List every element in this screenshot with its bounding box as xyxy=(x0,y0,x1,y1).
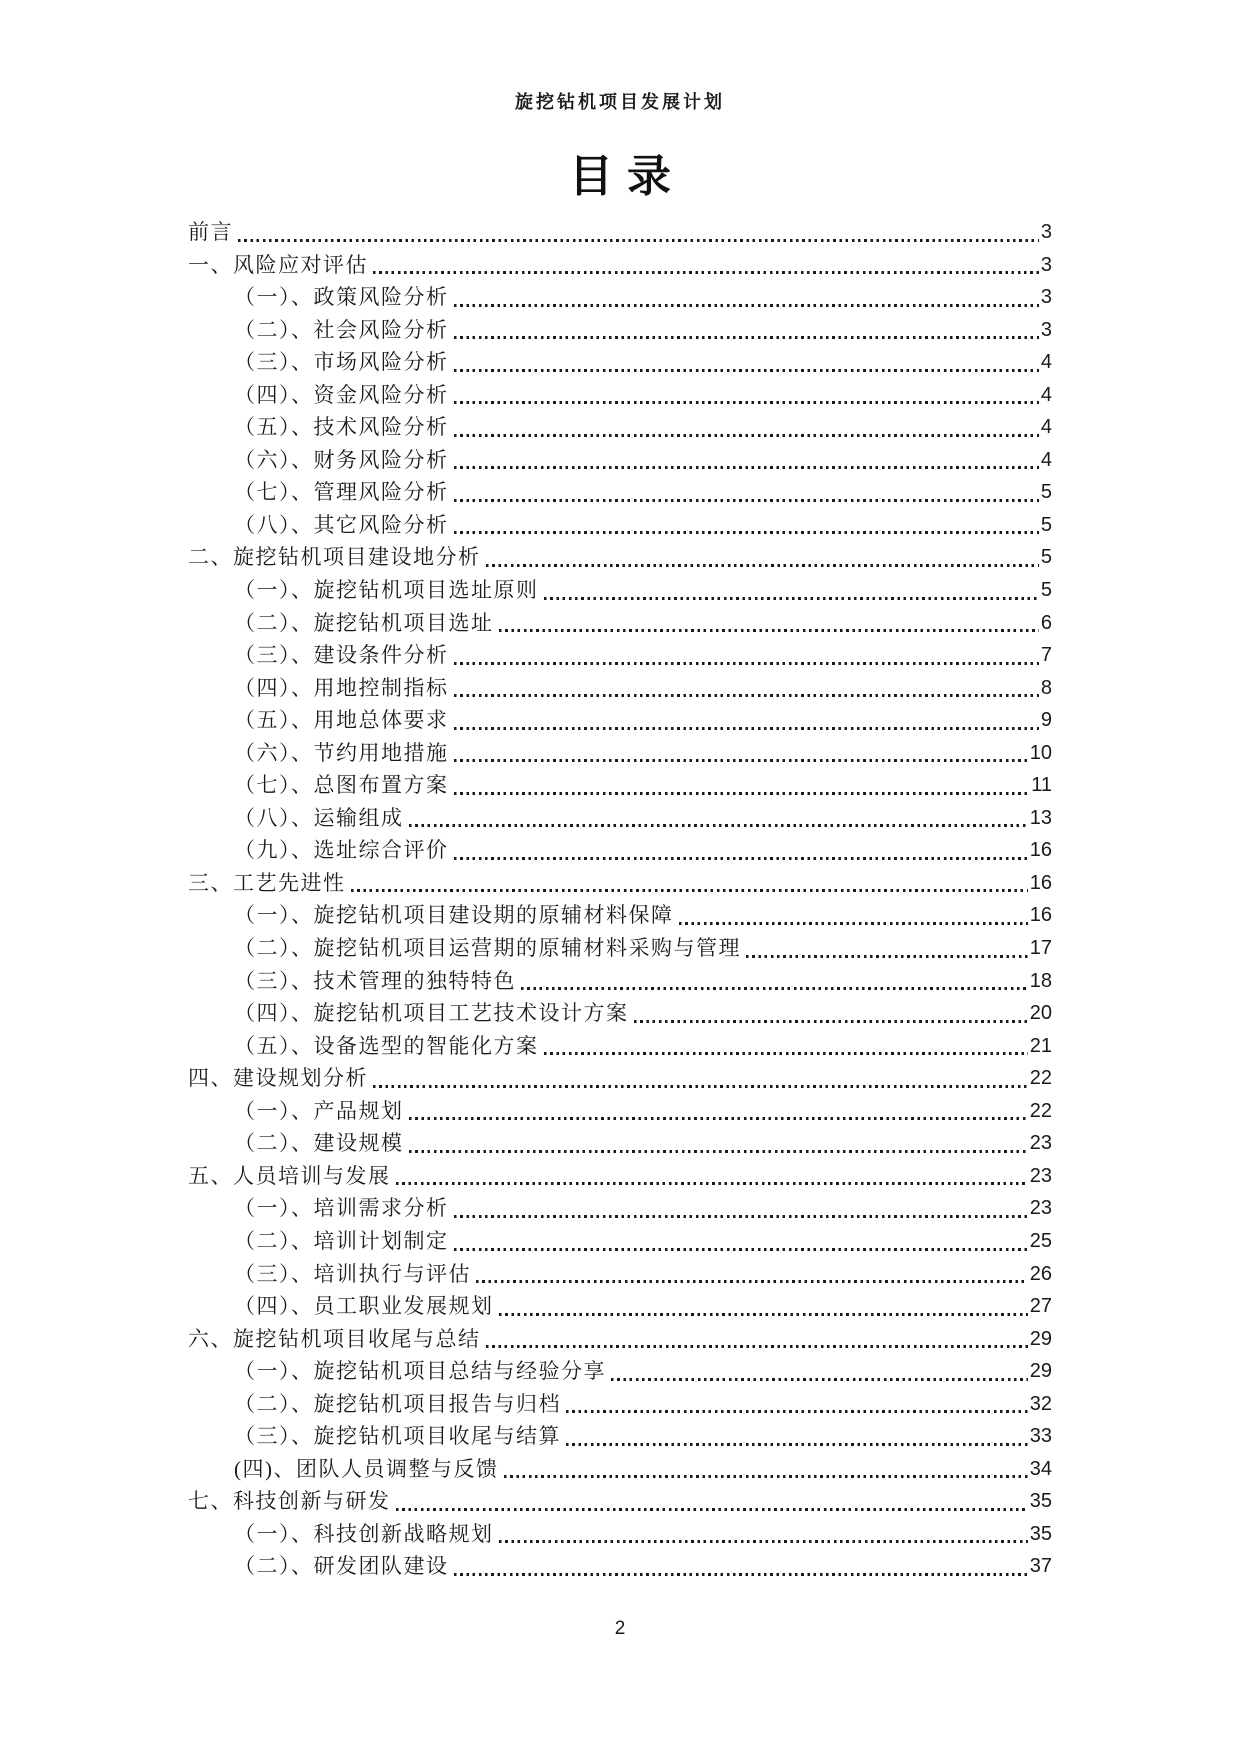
toc-dot-leader xyxy=(449,509,1041,542)
toc-entry-label: (四)、团队人员调整与反馈 xyxy=(234,1456,499,1481)
toc-entry-label: 三、工艺先进性 xyxy=(188,870,346,895)
toc-row[interactable] xyxy=(188,1550,1052,1583)
toc-row[interactable] xyxy=(188,411,1052,444)
toc-entry-page-number: 4 xyxy=(1040,383,1052,406)
toc-dot-leader xyxy=(499,1453,1030,1486)
toc-row[interactable] xyxy=(188,379,1052,412)
toc-entry-label: （四）、资金风险分析 xyxy=(234,382,449,407)
toc-entry-page-number: 23 xyxy=(1029,1197,1052,1220)
toc-entry-label: （八）、运输组成 xyxy=(234,805,404,830)
toc-entry-page-number: 22 xyxy=(1029,1099,1052,1122)
toc-entry-page-number: 27 xyxy=(1029,1295,1052,1318)
toc-entry-label: （三）、市场风险分析 xyxy=(234,350,449,375)
toc-entry-page-number: 21 xyxy=(1029,1034,1052,1057)
toc-dot-leader xyxy=(391,1160,1030,1193)
toc-row[interactable] xyxy=(188,1095,1052,1128)
toc-entry-page-number: 25 xyxy=(1029,1229,1052,1252)
toc-dot-leader xyxy=(494,1290,1030,1323)
toc-row[interactable] xyxy=(188,1420,1052,1453)
toc-entry-label: 六、旋挖钻机项目收尾与总结 xyxy=(188,1326,481,1351)
toc-entry-label: （四）、员工职业发展规划 xyxy=(234,1294,494,1319)
toc-dot-leader xyxy=(449,639,1041,672)
toc-row[interactable] xyxy=(188,1355,1052,1388)
toc-entry-page-number: 5 xyxy=(1040,579,1052,602)
toc-title: 目录 xyxy=(569,152,685,201)
toc-entry-page-number: 23 xyxy=(1029,1132,1052,1155)
toc-entry-page-number: 3 xyxy=(1040,286,1052,309)
toc-row[interactable] xyxy=(188,1290,1052,1323)
toc-entry-page-number: 5 xyxy=(1040,481,1052,504)
toc-entry-page-number: 4 xyxy=(1040,416,1052,439)
toc-row[interactable] xyxy=(188,834,1052,867)
toc-list xyxy=(188,216,1052,1583)
toc-entry-label: 七、科技创新与研发 xyxy=(188,1489,391,1514)
toc-entry-page-number: 4 xyxy=(1040,351,1052,374)
toc-dot-leader xyxy=(606,1355,1030,1388)
toc-entry-label: （一）、政策风险分析 xyxy=(234,285,449,310)
toc-dot-leader xyxy=(741,932,1030,965)
toc-entry-page-number: 3 xyxy=(1040,318,1052,341)
toc-entry-label: （二）、旋挖钻机项目选址 xyxy=(234,610,494,635)
toc-dot-leader xyxy=(449,1192,1030,1225)
toc-entry-label: （二）、培训计划制定 xyxy=(234,1228,449,1253)
toc-dot-leader xyxy=(449,444,1041,477)
toc-entry-page-number: 6 xyxy=(1040,611,1052,634)
toc-dot-leader xyxy=(346,867,1030,900)
toc-dot-leader xyxy=(561,1420,1030,1453)
toc-entry-label: 前言 xyxy=(188,220,233,244)
toc-entry-page-number: 16 xyxy=(1029,839,1052,862)
toc-entry-label: （一）、旋挖钻机项目总结与经验分享 xyxy=(234,1359,606,1384)
toc-row[interactable] xyxy=(188,1323,1052,1356)
toc-entry-label: 一、风险应对评估 xyxy=(188,252,368,277)
toc-entry-page-number: 5 xyxy=(1040,513,1052,536)
toc-row[interactable] xyxy=(188,1192,1052,1225)
toc-dot-leader xyxy=(404,1095,1030,1128)
toc-row[interactable] xyxy=(188,899,1052,932)
toc-entry-page-number: 18 xyxy=(1029,969,1052,992)
toc-row[interactable] xyxy=(188,509,1052,542)
toc-dot-leader xyxy=(516,965,1030,998)
toc-entry-label: （二）、旋挖钻机项目运营期的原辅材料采购与管理 xyxy=(234,936,741,961)
toc-entry-page-number: 16 xyxy=(1029,904,1052,927)
toc-dot-leader xyxy=(449,314,1041,347)
toc-row[interactable] xyxy=(188,1485,1052,1518)
toc-entry-page-number: 11 xyxy=(1031,774,1052,797)
toc-entry-label: （六）、节约用地措施 xyxy=(234,740,449,765)
toc-entry-page-number: 5 xyxy=(1040,546,1052,569)
toc-dot-leader xyxy=(539,1030,1030,1063)
toc-entry-page-number: 23 xyxy=(1029,1164,1052,1187)
toc-dot-leader xyxy=(449,737,1030,770)
toc-entry-label: （五）、设备选型的智能化方案 xyxy=(234,1033,539,1058)
toc-dot-leader xyxy=(449,411,1041,444)
toc-dot-leader xyxy=(561,1388,1030,1421)
toc-entry-label: （七）、总图布置方案 xyxy=(234,773,449,798)
toc-row[interactable] xyxy=(188,672,1052,705)
toc-entry-page-number: 26 xyxy=(1029,1262,1052,1285)
toc-dot-leader xyxy=(494,607,1041,640)
toc-entry-label: （三）、建设条件分析 xyxy=(234,643,449,668)
toc-entry-label: （一）、旋挖钻机项目建设期的原辅材料保障 xyxy=(234,903,674,928)
toc-dot-leader xyxy=(449,1550,1030,1583)
toc-row[interactable] xyxy=(188,802,1052,835)
toc-entry-label: 四、建设规划分析 xyxy=(188,1066,368,1091)
toc-entry-label: （一）、旋挖钻机项目选址原则 xyxy=(234,578,539,603)
document-header-title: 旋挖钻机项目发展计划 xyxy=(515,92,725,112)
toc-row[interactable] xyxy=(188,346,1052,379)
toc-dot-leader xyxy=(449,769,1032,802)
toc-dot-leader xyxy=(368,249,1041,282)
toc-entry-page-number: 9 xyxy=(1040,709,1052,732)
toc-entry-label: 五、人员培训与发展 xyxy=(188,1163,391,1188)
toc-dot-leader xyxy=(449,379,1041,412)
toc-entry-page-number: 20 xyxy=(1029,1002,1052,1025)
toc-row[interactable] xyxy=(188,541,1052,574)
toc-row[interactable] xyxy=(188,965,1052,998)
toc-dot-leader xyxy=(449,704,1041,737)
toc-row[interactable] xyxy=(188,867,1052,900)
toc-entry-label: （八）、其它风险分析 xyxy=(234,512,449,537)
toc-row[interactable] xyxy=(188,997,1052,1030)
toc-entry-page-number: 13 xyxy=(1029,806,1052,829)
toc-dot-leader xyxy=(368,1062,1030,1095)
toc-row[interactable] xyxy=(188,737,1052,770)
toc-row[interactable] xyxy=(188,932,1052,965)
toc-dot-leader xyxy=(494,1518,1030,1551)
toc-dot-leader xyxy=(404,802,1030,835)
toc-dot-leader xyxy=(449,672,1041,705)
toc-dot-leader xyxy=(481,1323,1030,1356)
toc-entry-label: （三）、培训执行与评估 xyxy=(234,1261,471,1286)
toc-entry-label: （九）、选址综合评价 xyxy=(234,838,449,863)
toc-entry-page-number: 17 xyxy=(1029,937,1052,960)
toc-entry-label: （一）、产品规划 xyxy=(234,1098,404,1123)
toc-entry-page-number: 29 xyxy=(1029,1327,1052,1350)
toc-entry-page-number: 4 xyxy=(1040,448,1052,471)
toc-dot-leader xyxy=(674,899,1030,932)
toc-entry-page-number: 35 xyxy=(1029,1522,1052,1545)
toc-entry-label: （六）、财务风险分析 xyxy=(234,447,449,472)
toc-dot-leader xyxy=(449,346,1041,379)
toc-dot-leader xyxy=(471,1258,1030,1291)
toc-row[interactable] xyxy=(188,769,1052,802)
toc-entry-label: （五）、技术风险分析 xyxy=(234,415,449,440)
toc-dot-leader xyxy=(449,476,1041,509)
toc-entry-label: 二、旋挖钻机项目建设地分析 xyxy=(188,545,481,570)
toc-entry-label: （四）、旋挖钻机项目工艺技术设计方案 xyxy=(234,1001,629,1026)
toc-entry-label: （四）、用地控制指标 xyxy=(234,675,449,700)
toc-dot-leader xyxy=(629,997,1030,1030)
toc-entry-label: （二）、建设规模 xyxy=(234,1131,404,1156)
toc-row[interactable] xyxy=(188,444,1052,477)
toc-entry-label: （一）、科技创新战略规划 xyxy=(234,1521,494,1546)
toc-entry-page-number: 34 xyxy=(1029,1457,1052,1480)
toc-entry-label: （五）、用地总体要求 xyxy=(234,708,449,733)
toc-dot-leader xyxy=(449,281,1041,314)
toc-row[interactable] xyxy=(188,704,1052,737)
toc-entry-label: （三）、旋挖钻机项目收尾与结算 xyxy=(234,1424,561,1449)
toc-entry-label: （三）、技术管理的独特特色 xyxy=(234,968,516,993)
toc-row[interactable] xyxy=(188,1453,1052,1486)
toc-dot-leader xyxy=(404,1127,1030,1160)
toc-entry-label: （一）、培训需求分析 xyxy=(234,1196,449,1221)
toc-entry-label: （二）、社会风险分析 xyxy=(234,317,449,342)
toc-row[interactable] xyxy=(188,216,1052,249)
toc-entry-label: （二）、研发团队建设 xyxy=(234,1554,449,1579)
toc-row[interactable] xyxy=(188,1062,1052,1095)
toc-entry-page-number: 16 xyxy=(1029,871,1052,894)
toc-row[interactable] xyxy=(188,639,1052,672)
page-number: 2 xyxy=(614,1618,626,1639)
toc-row[interactable] xyxy=(188,1160,1052,1193)
toc-entry-page-number: 37 xyxy=(1029,1555,1052,1578)
toc-row[interactable] xyxy=(188,1388,1052,1421)
toc-entry-page-number: 22 xyxy=(1029,1067,1052,1090)
toc-entry-page-number: 7 xyxy=(1040,644,1052,667)
toc-row[interactable] xyxy=(188,1030,1052,1063)
toc-entry-page-number: 10 xyxy=(1029,741,1052,764)
toc-dot-leader xyxy=(449,1225,1030,1258)
toc-row[interactable] xyxy=(188,607,1052,640)
toc-row[interactable] xyxy=(188,1258,1052,1291)
toc-entry-page-number: 3 xyxy=(1040,221,1052,243)
toc-dot-leader xyxy=(481,541,1041,574)
toc-row[interactable] xyxy=(188,249,1052,282)
toc-entry-page-number: 8 xyxy=(1040,676,1052,699)
toc-dot-leader xyxy=(233,216,1041,249)
toc-row[interactable] xyxy=(188,314,1052,347)
toc-row[interactable] xyxy=(188,1127,1052,1160)
toc-dot-leader xyxy=(539,574,1041,607)
toc-row[interactable] xyxy=(188,476,1052,509)
toc-entry-page-number: 35 xyxy=(1029,1490,1052,1513)
toc-entry-label: （七）、管理风险分析 xyxy=(234,480,449,505)
toc-entry-page-number: 32 xyxy=(1029,1392,1052,1415)
toc-row[interactable] xyxy=(188,281,1052,314)
toc-dot-leader xyxy=(449,834,1030,867)
toc-row[interactable] xyxy=(188,1225,1052,1258)
toc-row[interactable] xyxy=(188,574,1052,607)
toc-entry-page-number: 3 xyxy=(1040,253,1052,276)
toc-row[interactable] xyxy=(188,1518,1052,1551)
toc-entry-page-number: 33 xyxy=(1029,1425,1052,1448)
toc-entry-page-number: 29 xyxy=(1029,1360,1052,1383)
toc-dot-leader xyxy=(391,1485,1030,1518)
toc-entry-label: （二）、旋挖钻机项目报告与归档 xyxy=(234,1391,561,1416)
